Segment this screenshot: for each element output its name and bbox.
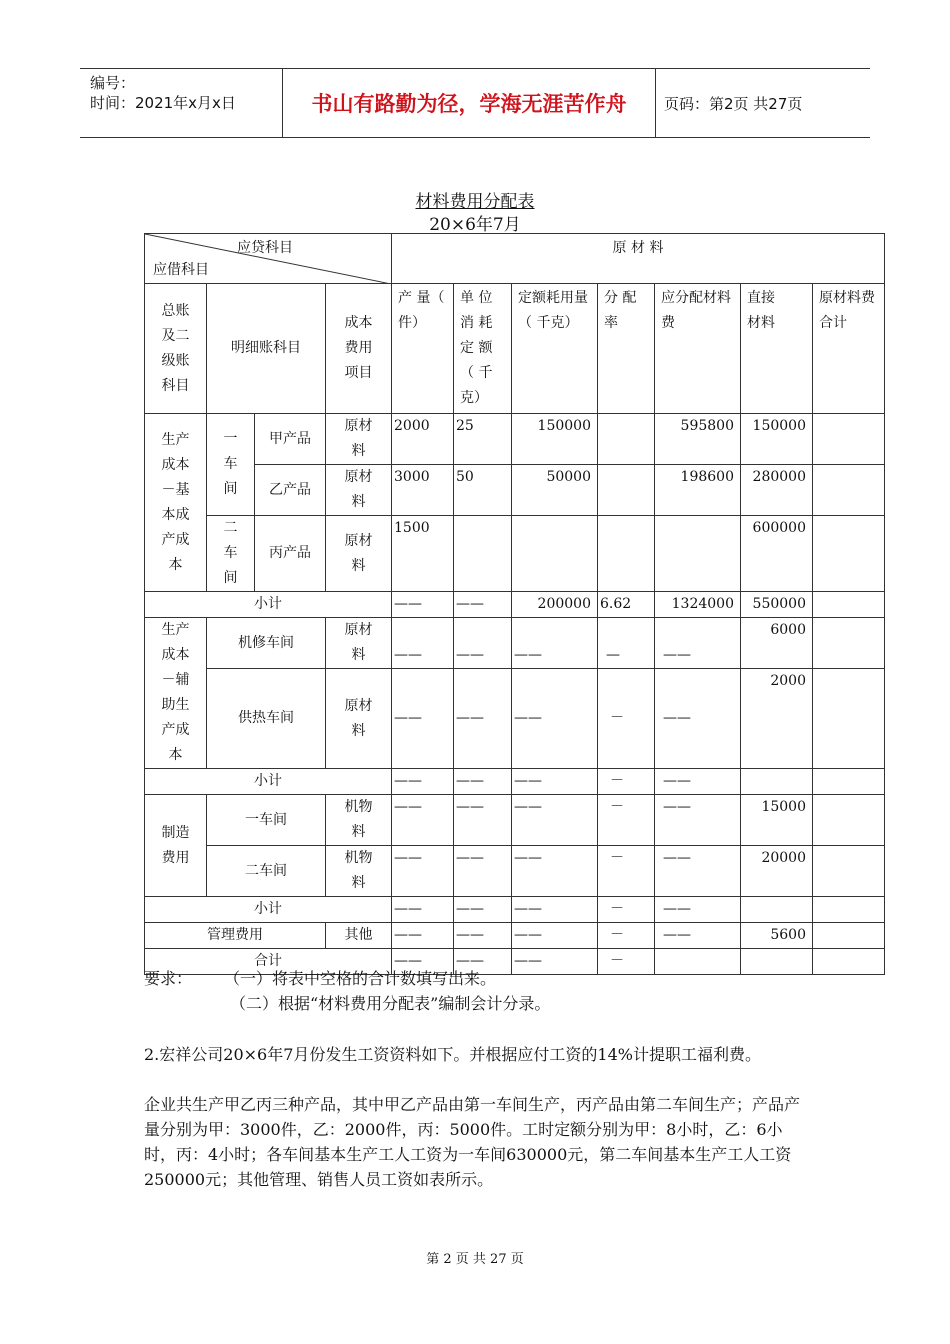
cell-allocated: —— (655, 618, 741, 669)
cell-output: —— (392, 897, 454, 923)
material-allocation-table (144, 233, 885, 975)
cell-direct: 20000 (741, 846, 813, 897)
cell-quota: —— (512, 897, 598, 923)
cell-total (813, 592, 885, 618)
table-row (145, 516, 885, 592)
admin-label: 管理费用 (145, 923, 326, 949)
cell-allocated: 1324000 (655, 592, 741, 618)
workshop-2: 二车间 (223, 520, 238, 586)
table-row (145, 618, 885, 669)
cost-item: 原材料 (344, 697, 373, 739)
cell-rate: － (598, 923, 655, 949)
header-motto: 书山有路勤为径，学海无涯苦作舟 (282, 69, 656, 137)
cell-rate: － (598, 769, 655, 795)
detail-name: 一车间 (207, 795, 326, 846)
cell-allocated: —— (655, 769, 741, 795)
diagonal-header-cell (145, 234, 392, 284)
cost-item: 原材料 (344, 532, 373, 574)
cell-total (813, 949, 885, 975)
cell-output: 3000 (392, 465, 454, 516)
col-cost-item: 成本费用项目 (344, 315, 373, 381)
cell-allocated: —— (655, 846, 741, 897)
cell-direct: 5600 (741, 923, 813, 949)
cell-unit: 25 (454, 414, 512, 465)
cell-quota: —— (512, 923, 598, 949)
table-row (145, 465, 885, 516)
cell-output: —— (392, 795, 454, 846)
cell-rate: － (598, 669, 655, 769)
cell-total (813, 414, 885, 465)
table-title: 材料费用分配表 (415, 192, 535, 212)
cell-unit: —— (454, 949, 512, 975)
cell-quota: 200000 (512, 592, 598, 618)
cell-quota (512, 516, 598, 592)
cell-total (813, 669, 885, 769)
cell-allocated: —— (655, 669, 741, 769)
cell-rate: — (598, 618, 655, 669)
cell-total (813, 618, 885, 669)
cell-direct: 6000 (741, 618, 813, 669)
ledger-aux: 生产成本－辅助生产成本 (161, 622, 190, 763)
cell-total (813, 795, 885, 846)
cell-direct: 2000 (741, 669, 813, 769)
table-row (145, 795, 885, 846)
col-quota-usage: 定额耗用量（ 千克） (518, 290, 588, 331)
col-output: 产 量（ 件） (398, 290, 445, 331)
diag-debit-label: 应借科目 (153, 262, 209, 278)
cell-quota: —— (512, 618, 598, 669)
detail-name: 二车间 (207, 846, 326, 897)
cell-unit: —— (454, 669, 512, 769)
cell-rate: － (598, 949, 655, 975)
col-total: 原材料费合计 (819, 290, 875, 331)
requirements-label: 要求： (144, 969, 193, 988)
cell-direct: 15000 (741, 795, 813, 846)
subtotal-label: 小计 (145, 592, 392, 618)
cell-unit: —— (454, 618, 512, 669)
cost-item: 原材料 (344, 469, 373, 510)
cell-output: —— (392, 949, 454, 975)
diag-credit-label: 应贷科目 (237, 240, 293, 256)
group-header-raw-material: 原 材 料 (392, 234, 885, 284)
cost-item: 其他 (326, 923, 392, 949)
product-name: 甲产品 (255, 414, 326, 465)
cell-total (813, 769, 885, 795)
cell-quota: 50000 (512, 465, 598, 516)
cell-direct: 600000 (741, 516, 813, 592)
cell-total (813, 846, 885, 897)
cost-item: 机物料 (344, 799, 373, 840)
cell-total (813, 516, 885, 592)
cell-rate: － (598, 897, 655, 923)
cell-quota: 150000 (512, 414, 598, 465)
table-row (145, 669, 885, 769)
cell-allocated: —— (655, 795, 741, 846)
cell-total (813, 465, 885, 516)
cell-rate (598, 414, 655, 465)
col-ledger: 总账及二级账科目 (161, 302, 190, 394)
cell-rate (598, 516, 655, 592)
subtotal-row (145, 897, 885, 923)
cost-item: 机物料 (344, 850, 373, 891)
detail-name: 机修车间 (207, 618, 326, 669)
cell-rate: － (598, 795, 655, 846)
cell-unit: —— (454, 769, 512, 795)
cell-output: —— (392, 923, 454, 949)
cell-total (813, 923, 885, 949)
cell-quota: —— (512, 846, 598, 897)
cost-item: 原材料 (344, 622, 373, 663)
cell-direct: 150000 (741, 414, 813, 465)
header-number: 编号： (90, 74, 136, 92)
table-row (145, 923, 885, 949)
cell-unit: —— (454, 846, 512, 897)
header-time: 时间：2021年x月x日 (90, 94, 236, 112)
cell-allocated: —— (655, 897, 741, 923)
product-name: 乙产品 (255, 465, 326, 516)
cell-rate (598, 465, 655, 516)
cell-allocated (655, 516, 741, 592)
table-row (145, 414, 885, 465)
cell-total (813, 897, 885, 923)
header-page: 页码：第2页 共27页 (664, 94, 803, 113)
col-direct: 直接材料 (747, 290, 775, 331)
cell-output: —— (392, 592, 454, 618)
requirement-1: （一）将表中空格的合计数填写出来。 (224, 969, 497, 988)
page-header (80, 68, 870, 138)
cell-direct (741, 897, 813, 923)
header-info (80, 69, 280, 137)
cell-unit: —— (454, 923, 512, 949)
page-footer: 第 2 页 共 27 页 (426, 1252, 524, 1267)
cell-unit: —— (454, 592, 512, 618)
cell-output: 2000 (392, 414, 454, 465)
table-subtitle: 20×6年7月 (429, 215, 521, 235)
cell-output: —— (392, 618, 454, 669)
cell-unit: —— (454, 897, 512, 923)
workshop-1: 一车间 (223, 431, 238, 497)
cell-output: 1500 (392, 516, 454, 592)
cell-direct (741, 769, 813, 795)
cost-item: 原材料 (344, 418, 373, 459)
cell-quota: —— (512, 795, 598, 846)
cell-quota: —— (512, 669, 598, 769)
requirements (144, 966, 814, 1016)
cell-output: —— (392, 669, 454, 769)
detail-name: 供热车间 (207, 669, 326, 769)
cell-unit (454, 516, 512, 592)
cell-rate: 6.62 (598, 592, 655, 618)
requirement-2: （二）根据“材料费用分配表”编制会计分录。 (230, 994, 551, 1013)
cell-output: —— (392, 769, 454, 795)
subtotal-label: 小计 (145, 769, 392, 795)
subtotal-row (145, 592, 885, 618)
cell-allocated: —— (655, 923, 741, 949)
cell-direct: 550000 (741, 592, 813, 618)
cell-allocated: 198600 (655, 465, 741, 516)
col-detail: 明细账科目 (207, 284, 326, 414)
cell-allocated: 595800 (655, 414, 741, 465)
problem-2-intro: 2.宏祥公司20×6年7月份发生工资资料如下。并根据应付工资的14%计提职工福利费。 (144, 1045, 761, 1064)
product-name: 丙产品 (255, 516, 326, 592)
table-row (145, 846, 885, 897)
cell-unit: 50 (454, 465, 512, 516)
ledger-basic: 生产成本－基本成产成本 (161, 431, 190, 573)
cell-output: —— (392, 846, 454, 897)
ledger-mfg: 制造费用 (161, 824, 190, 866)
problem-2-body: 企业共生产甲乙丙三种产品，其中甲乙产品由第一车间生产，丙产品由第二车间生产；产品产量分别为甲：3000件，乙：2000件，丙：5000件。工时定额分别为甲：8小时，乙：6小时，丙：4小时；各车间基本生产工人工资为一车间630000元，第二车间基本生产工人工资250000元；其他管理、销售人员工资如表所示。 (144, 1095, 801, 1189)
cell-quota: —— (512, 949, 598, 975)
subtotal-row (145, 769, 885, 795)
cell-direct: 280000 (741, 465, 813, 516)
subtotal-label: 小计 (145, 897, 392, 923)
cell-unit: —— (454, 795, 512, 846)
cell-quota: —— (512, 769, 598, 795)
cell-rate: － (598, 846, 655, 897)
grand-total-label: 合计 (145, 949, 392, 975)
col-rate: 分 配率 (604, 290, 637, 331)
col-unit-consumption: 单 位消 耗定 额（ 千克） (460, 290, 493, 406)
col-allocated: 应分配材料费 (661, 290, 731, 331)
